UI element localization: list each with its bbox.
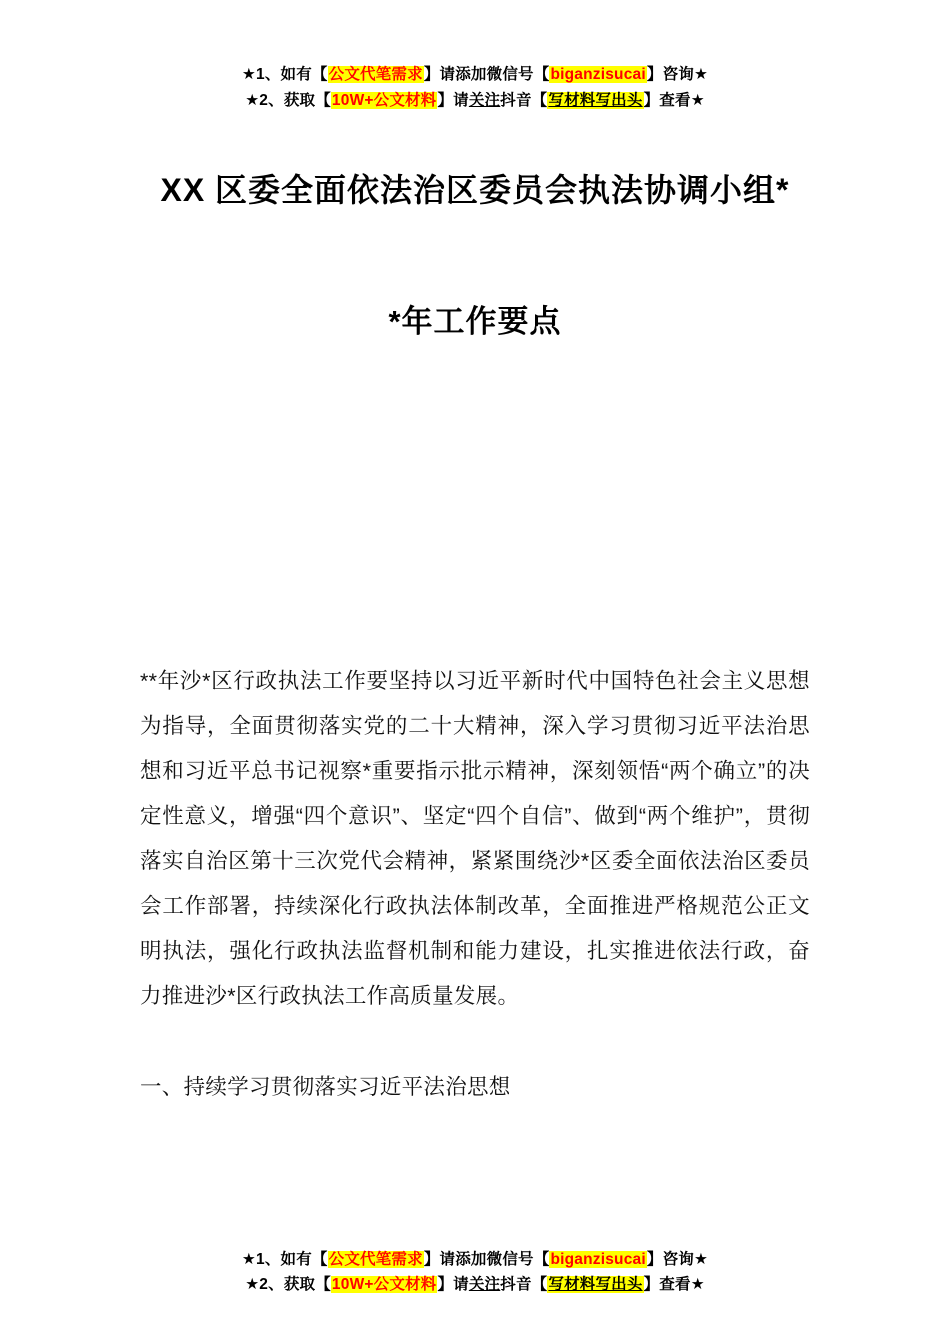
promo-line-1: ★1、如有【公文代笔需求】请添加微信号【biganzisucai】咨询★ xyxy=(241,66,709,83)
promo-wechat-id-bottom: biganzisucai xyxy=(550,1250,646,1268)
promo-douyin-id-bottom: 写材料写出头 xyxy=(548,1276,643,1294)
page-title: XX 区委全面依法治区委员会执法协调小组* xyxy=(160,172,790,209)
star-right-icon-3: ★ xyxy=(693,1250,709,1268)
promo-wechat-id: biganzisucai xyxy=(550,66,646,83)
page-subtitle: *年工作要点 xyxy=(388,304,562,340)
promo-line-2-bottom: ★2、获取【10W+公文材料】请关注抖音【写材料写出头】查看★ xyxy=(245,1276,705,1294)
promo-highlight-2: 10W+公文材料 xyxy=(331,91,437,109)
star-left-icon-4: ★ xyxy=(245,1276,260,1294)
star-right-icon: ★ xyxy=(693,66,709,83)
star-right-icon-2: ★ xyxy=(690,91,705,109)
promo-highlight-2-bottom: 10W+公文材料 xyxy=(331,1276,437,1294)
star-left-icon: ★ xyxy=(241,66,256,83)
promo-line-1-bottom: ★1、如有【公文代笔需求】请添加微信号【biganzisucai】咨询★ xyxy=(241,1250,709,1268)
document-body xyxy=(140,659,810,1107)
promo-highlight-1: 公文代笔需求 xyxy=(328,66,423,83)
star-left-icon-2: ★ xyxy=(245,91,260,109)
promo-banner-top xyxy=(140,0,810,113)
star-left-icon-3: ★ xyxy=(241,1250,256,1268)
body-paragraph-1: **年沙*区行政执法工作要坚持以习近平新时代中国特色社会主义思想为指导，全面贯彻落实党的二十大精神，深入学习贯彻习近平法治思想和习近平总书记视察*重要指示批示精神，深刻领悟“两个确立”的决定性意义，增强“四个意识”、坚定“四个自信”、做到“两个维护”，贯彻落实自治区第十三次党代会精神，紧紧围绕沙*区委全面依法治区委员会工作部署，持续深化行政执法体制改革，全面推进严格规范公正文明执法，强化行政执法监督机制和能力建设，扎实推进依法行政，奋力推进沙*区行政执法工作高质量发展。 xyxy=(140,669,810,1009)
star-right-icon-4: ★ xyxy=(690,1276,705,1294)
promo-line-2: ★2、获取【10W+公文材料】请关注抖音【写材料写出头】查看★ xyxy=(245,91,705,109)
section-heading-1: 一、持续学习贯彻落实习近平法治思想 xyxy=(140,1075,511,1100)
promo-banner-bottom xyxy=(0,1247,950,1298)
promo-douyin-id: 写材料写出头 xyxy=(548,91,643,109)
promo-highlight-1-bottom: 公文代笔需求 xyxy=(328,1250,423,1268)
